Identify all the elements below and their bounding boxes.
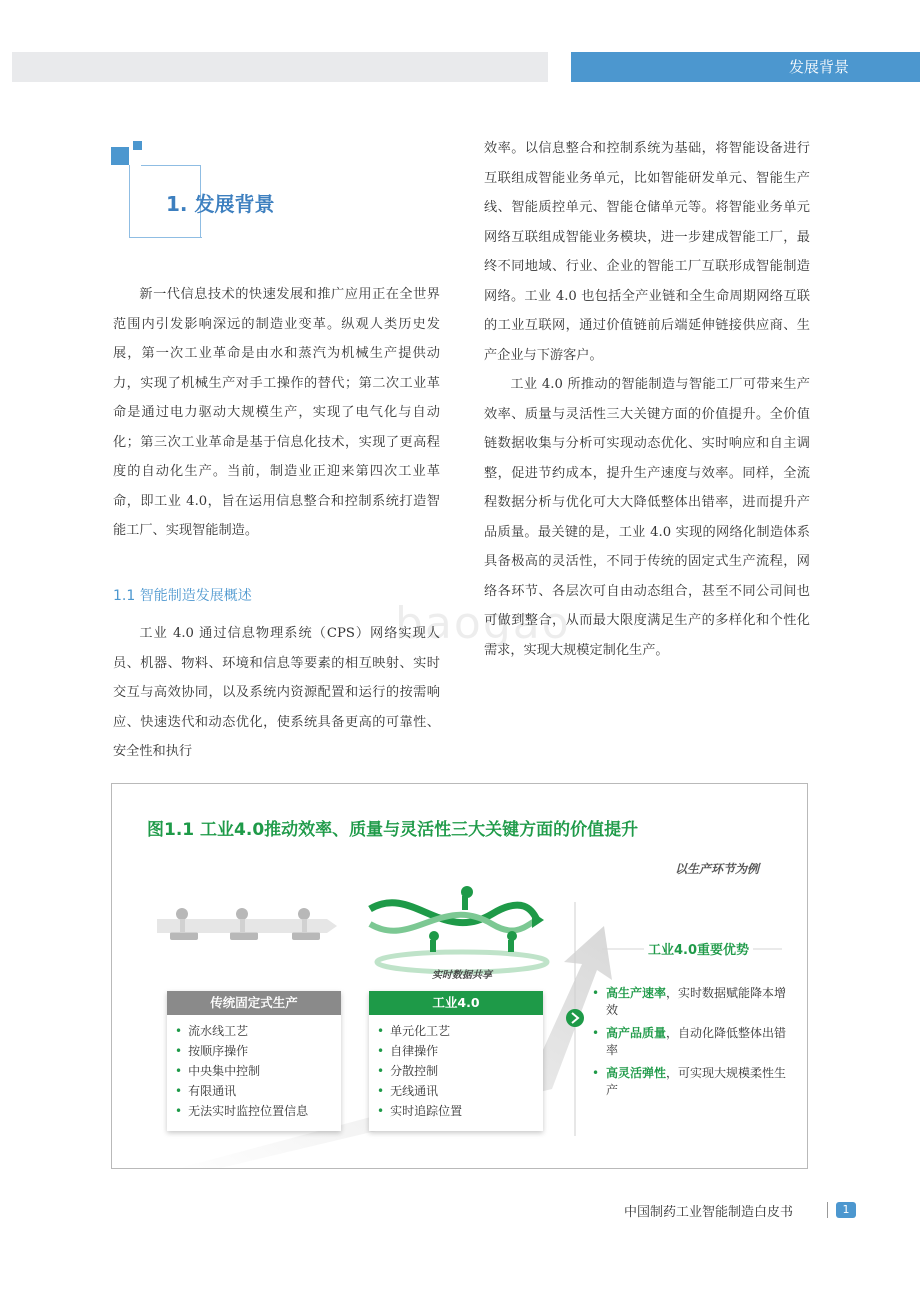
- data-share-label: 实时数据共享: [432, 970, 492, 981]
- industry40-box-header: 工业4.0: [369, 991, 543, 1015]
- industry40-box: [369, 991, 543, 1131]
- paragraph-overview: 工业 4.0 通过信息物理系统（CPS）网络实现人员、机器、物料、环境和信息等要素的相互映射、实时交互与高效协同，以及系统内资源配置和运行的按需响应、快速迭代和动态优化，使系统具备更高的可靠性、安全性和执行: [113, 626, 440, 759]
- page-number: 1: [836, 1202, 856, 1218]
- heading-decoration-small-square: [133, 141, 142, 150]
- list-item: • 实时追踪位置: [377, 1104, 463, 1118]
- watermark: baogao: [395, 598, 571, 649]
- list-item: • 中央集中控制: [175, 1064, 261, 1078]
- list-item: • 分散控制: [377, 1064, 439, 1078]
- advantages-title: 工业4.0重要优势: [644, 939, 753, 958]
- list-item: • 自律操作: [377, 1044, 439, 1058]
- paragraph-value: 工业 4.0 所推动的智能制造与智能工厂可带来生产效率、质量与灵活性三大关键方面的价值提升。全价值链数据收集与分析可实现动态优化、实时响应和自主调整，促进节约成本，提升生产速度与效率。同样，全流程数据分析与优化可大大降低整体出错率，进而提升产品质量。最关键的是，工业 4.0 实现的网络化制造体系具备极高的灵活性，不同于传统的固定式生产流程，网络各环节、各层次可自由动态组合，甚至不同公司间也可做到整合，从而最大限度满足生产的多样化和个性化需求，实现大规模定制化生产。: [484, 377, 810, 658]
- list-item: • 按顺序操作: [175, 1044, 249, 1058]
- header-grey-bar: [12, 52, 548, 82]
- figure-subtitle: 以生产环节为例: [674, 862, 759, 876]
- list-item: • 无线通讯: [377, 1084, 439, 1098]
- header-section-tab: [571, 52, 920, 82]
- advantage-item: • 高生产速率，实时数据赋能降本增效: [592, 986, 787, 1017]
- heading-decoration-square: [111, 147, 129, 165]
- traditional-box-header: 传统固定式生产: [167, 991, 341, 1015]
- traditional-list: [167, 1015, 341, 1121]
- paragraph-continued: 效率。以信息整合和控制系统为基础，将智能设备进行互联组成智能业务单元，比如智能研发单元、智能生产线、智能质控单元、智能仓储单元等。将智能业务单元网络互联组成智能业务模块，进一步建成智能工厂，最终不同地域、行业、企业的智能工厂互联形成智能制造网络。工业 4.0 也包括全产业链和全生命周期网络互联的工业互联网，通过价值链前后端延伸链接供应商、生产企业与下游客户。: [484, 141, 810, 363]
- section-title: 1. 发展背景: [166, 192, 275, 216]
- footer-book-title: 中国制药工业智能制造白皮书: [624, 1205, 794, 1220]
- footer-separator: [827, 1202, 828, 1218]
- header-section-label: 发展背景: [788, 58, 849, 76]
- paragraph-intro: 新一代信息技术的快速发展和推广应用正在全世界范围内引发影响深远的制造业变革。纵观人类历史发展，第一次工业革命是由水和蒸汽为机械生产提供动力，实现了机械生产对手工操作的替代；第二次工业革命是通过电力驱动大规模生产，实现了电气化与自动化；第三次工业革命是基于信息化技术，实现了更高程度的自动化生产。当前，制造业正迎来第四次工业革命，即工业 4.0，旨在运用信息整合和控制系统打造智能工厂、实现智能制造。: [113, 287, 440, 538]
- figure-1-1: [111, 783, 808, 1169]
- list-item: • 单元化工艺: [377, 1024, 451, 1038]
- left-column-intro: [113, 280, 440, 546]
- traditional-robots-icon: [157, 908, 337, 940]
- industry40-wave-icon: [370, 886, 547, 972]
- subsection-title: 1.1 智能制造发展概述: [113, 588, 252, 604]
- advantage-item: • 高产品质量，自动化降低整体出错率: [592, 1026, 787, 1057]
- list-item: • 流水线工艺: [175, 1024, 249, 1038]
- list-item: • 有限通讯: [175, 1084, 237, 1098]
- industry40-list: [369, 1015, 543, 1121]
- list-item: • 无法实时监控位置信息: [175, 1104, 309, 1118]
- advantage-item: • 高灵活弹性，可实现大规模柔性生产: [592, 1066, 787, 1097]
- right-column: [484, 134, 810, 665]
- figure-title: 图1.1 工业4.0推动效率、质量与灵活性三大关键方面的价值提升: [147, 820, 639, 840]
- traditional-production-box: [167, 991, 341, 1131]
- left-column-overview: [113, 619, 440, 767]
- chevron-right-icon: [566, 1009, 584, 1027]
- heading-frame-top: [141, 165, 201, 166]
